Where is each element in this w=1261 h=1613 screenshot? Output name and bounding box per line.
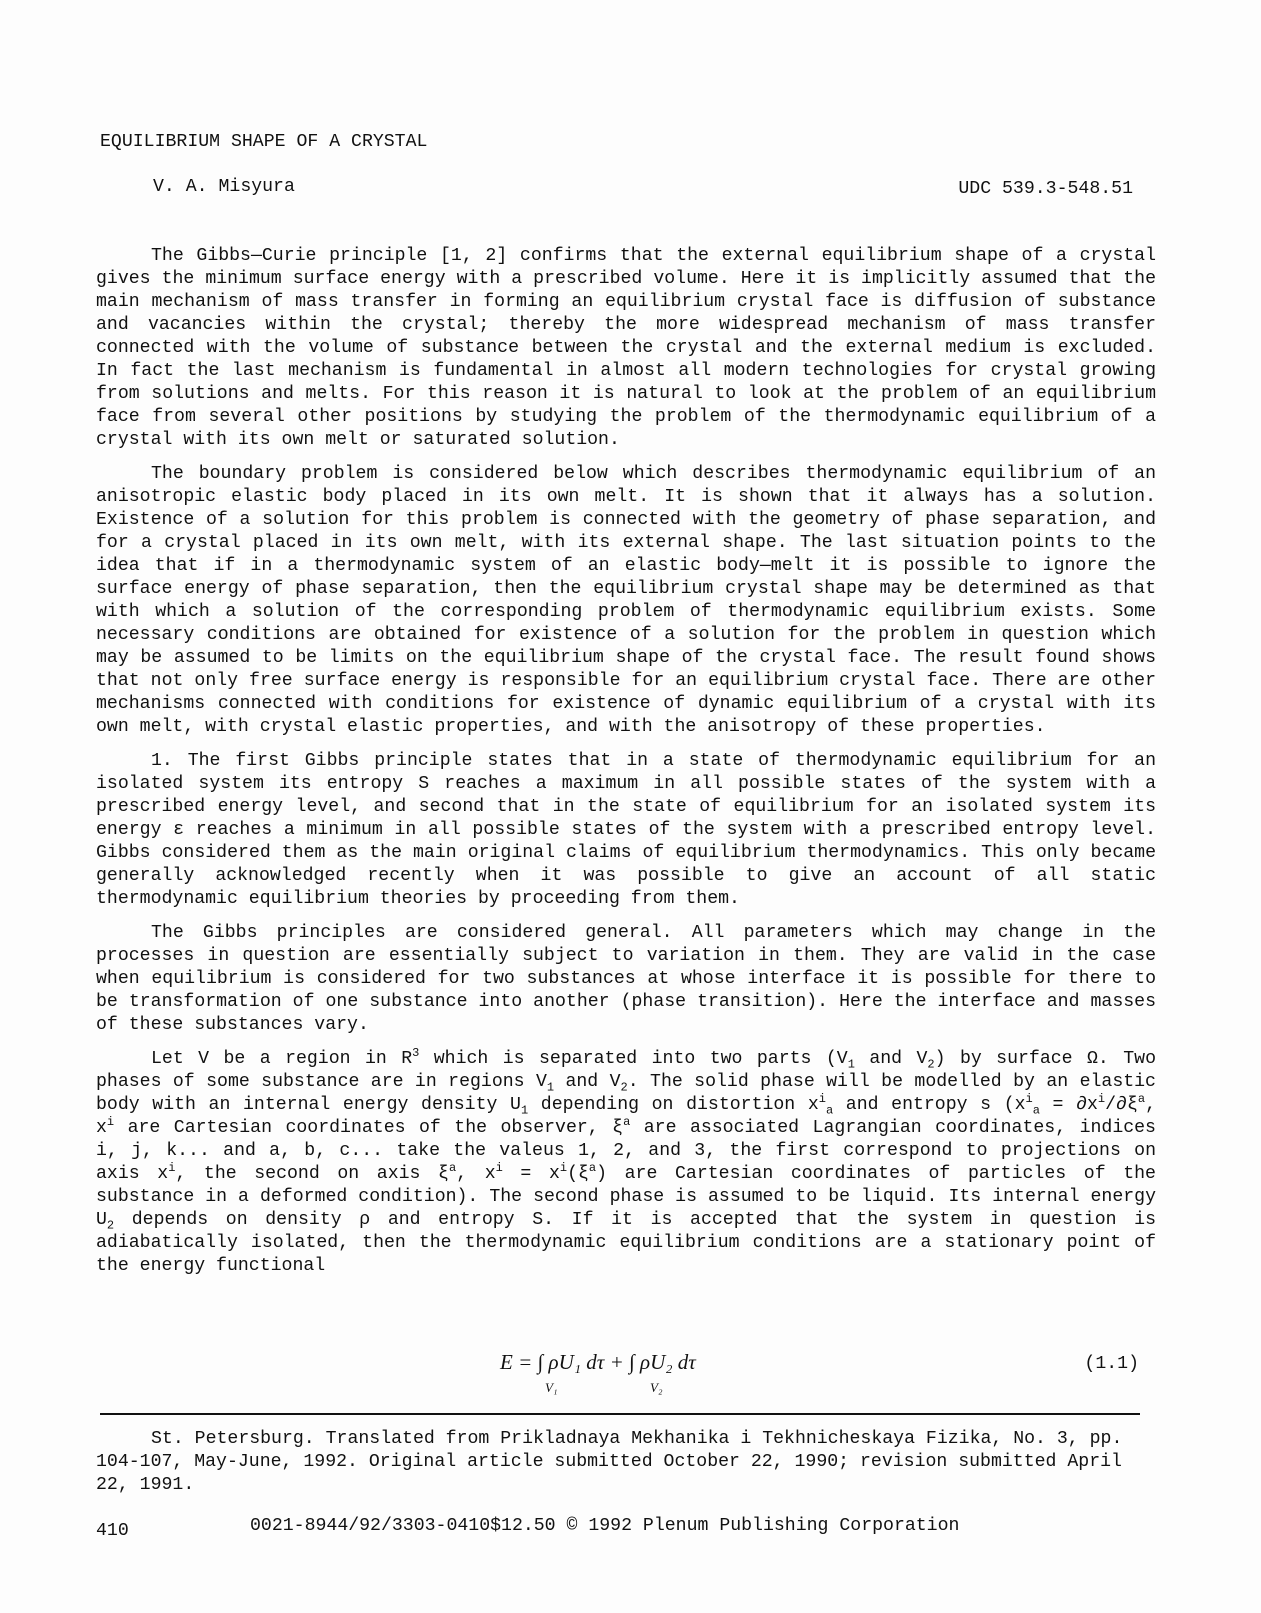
- paragraph-intro: The Gibbs—Curie principle [1, 2] confirms that the external equilibrium shape of a crystal gives the minimum surface energy with a prescribed volume. Here it is implicitly assumed that the main mechanism of mass transfer in forming an equilibrium crystal face is diffusion of substance and vacancies within the crystal; thereby the more widespread mechanism of mass transfer connected with the volume of substance between the crystal and the external medium is excluded. In fact the last mechanism is fundamental in almost all modern technologies for crystal growing from solutions and melts. For this reason it is natural to look at the problem of an equilibrium face from several other positions by studying the problem of the thermodynamic equilibrium of a crystal with its own melt or saturated solution.: [96, 246, 1156, 450]
- integral-domain-v1: V₁: [545, 1380, 558, 1395]
- integral-domain-v2: V₂: [650, 1380, 663, 1395]
- equation-1-1: [0, 1350, 1261, 1400]
- article-title: EQUILIBRIUM SHAPE OF A CRYSTAL: [100, 132, 428, 152]
- copyright-line: 0021-8944/92/3303-0410$12.50 © 1992 Plenum Publishing Corporation: [250, 1516, 960, 1536]
- equation-number: (1.1): [1084, 1354, 1139, 1374]
- footnote-divider: [100, 1413, 1140, 1415]
- equation-expression: E = ∫ ρU₁ dτ + ∫ ρU₂ dτ: [500, 1350, 696, 1374]
- paragraph-boundary-problem: The boundary problem is considered below which describes thermodynamic equilibrium of an anisotropic elastic body placed in its own melt. It is shown that it always has a solution. Existence of a solution for this problem is connected with the geometry of phase separation, and for a crystal placed in its own melt, with its external shape. The last situation points to the idea that if in a thermodynamic system of an elastic body—melt it is possible to ignore the surface energy of phase separation, then the equilibrium crystal shape may be determined as that with which a solution of the corresponding problem of thermodynamic equilibrium exists. Some necessary conditions are obtained for existence of a solution for the problem in question which may be assumed to be limits on the equilibrium shape of the crystal face. The result found shows that not only free surface energy is responsible for an equilibrium crystal face. There are other mechanisms connected with conditions for existence of dynamic equilibrium of a crystal with its own melt, with crystal elastic properties, and with the anisotropy of these properties.: [96, 464, 1156, 737]
- paragraph-gibbs-general: The Gibbs principles are considered general. All parameters which may change in the processes in question are essentially subject to variation in them. They are valid in the case when equilibrium is considered for two substances at whose interface it is possible for there to be transformation of one substance into another (phase transition). Here the interface and masses of these substances vary.: [96, 923, 1156, 1035]
- article-body: [96, 245, 1156, 1289]
- page-number: 410: [96, 1521, 129, 1541]
- footnote: St. Petersburg. Translated from Prikladnaya Mekhanika i Tekhnicheskaya Fizika, No. 3, pp. 104-107, May-June, 1992. Original article submitted October 22, 1990; revision submitted April 22, 1991.: [96, 1429, 1123, 1495]
- udc-code: UDC 539.3-548.51: [958, 179, 1133, 199]
- paragraph-gibbs-principle: 1. The first Gibbs principle states that in a state of thermodynamic equilibrium for an isolated system its entropy S reaches a maximum in all possible states of the system with a prescribed energy level, and second that in the state of equilibrium for an isolated system its energy ε reaches a minimum in all possible states of the system with a prescribed entropy level. Gibbs considered them as the main original claims of equilibrium thermodynamics. This only became generally acknowledged recently when it was possible to give an account of all static thermodynamic equilibrium theories by proceeding from them.: [96, 751, 1156, 909]
- author-name: V. A. Misyura: [153, 177, 295, 197]
- paragraph-region-definition: Let V be a region in $R^3$ which is separated into two parts ($V_1$ and $V_2$) by surface Ω. Two phases of some substance are in regions $V_1$ and $V_2$. The solid phase will be modelled by an elastic body with an internal energy density $U_1$ depending on distortion $x^i_a$ and entropy s ($x^i_a = \partial x^i/\partial\xi^a$, $x^i$ are Cartesian coordinates of the observer, $\xi^a$ are associated Lagrangian coordinates, indices i, j, k... and a, b, c... take the valeus 1, 2, and 3, the first correspond to projections on axis $x^i$, the second on axis $\xi^a$, $x^i = x^i(\xi^a)$ are Cartesian coordinates of particles of the substance in a deformed condition). The second phase is assumed to be liquid. Its internal energy $U_2$ depends on density ρ and entropy S. If it is accepted that the system in question is adiabatically isolated, then the thermodynamic equilibrium conditions are a stationary point of the energy functional: [96, 1045, 1156, 1276]
